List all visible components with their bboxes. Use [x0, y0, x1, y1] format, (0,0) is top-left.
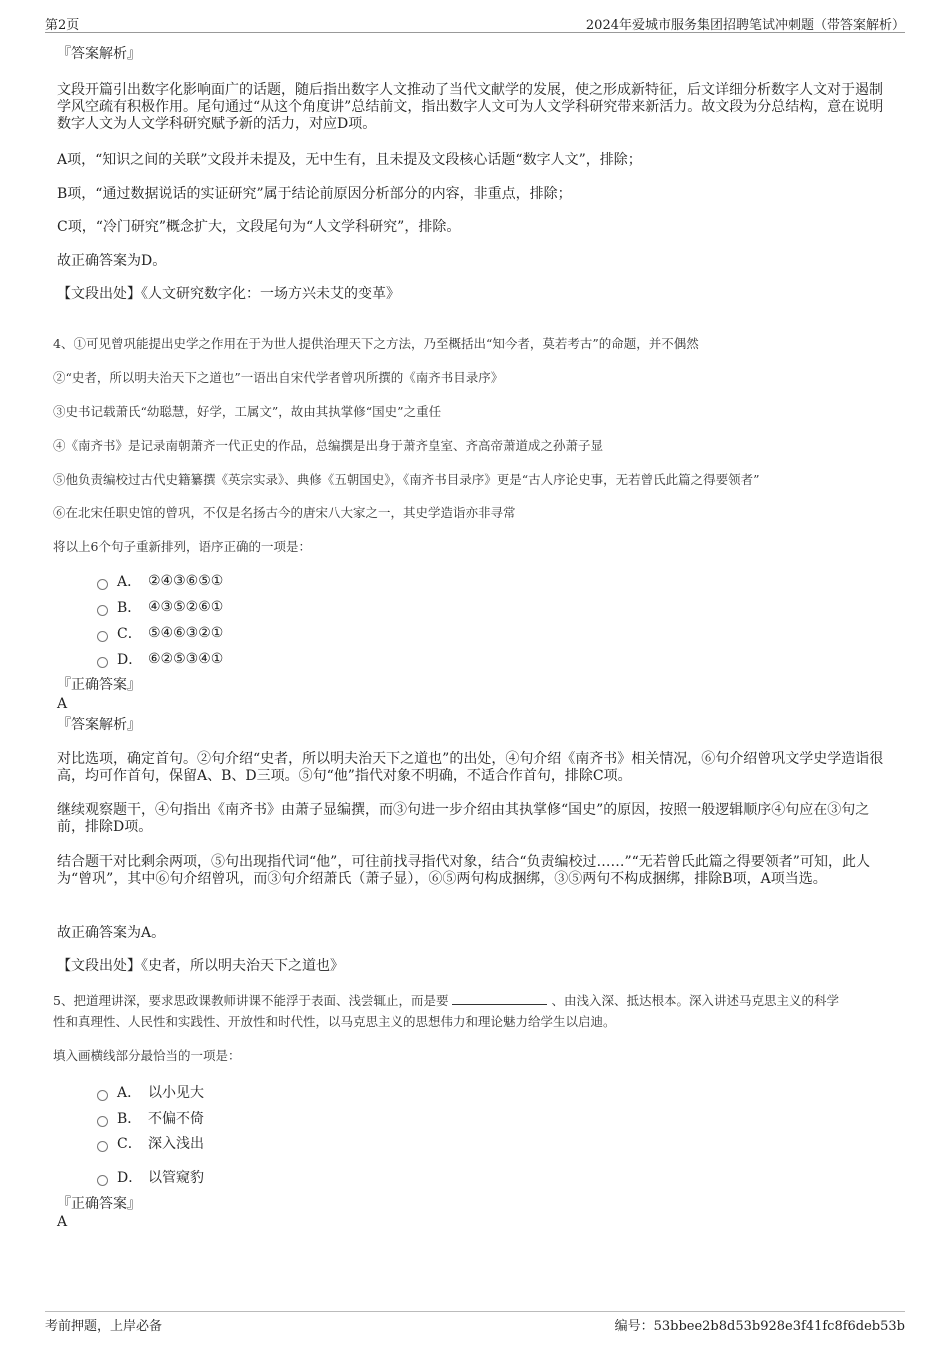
footer-slogan: 考前押题，上岸必备	[45, 1319, 163, 1334]
q4-analysis-paragraph-2: 继续观察题干，④句指出《南齐书》由萧子显编撰，而③句进一步介绍由其执掌修“国史”的原因，按照一般逻辑顺序④句应在③句之前，排除D项。	[57, 802, 870, 835]
radio-icon[interactable]	[97, 605, 108, 616]
correct-answer: A	[57, 1214, 68, 1230]
source-citation: 【文段出处】《史者，所以明夫治天下之道也》	[57, 958, 344, 974]
q5-stem-line-2: 性和真理性、人民性和实践性、开放性和时代性，以马克思主义的思想伟力和理论魅力给学生以启迪。	[53, 1014, 616, 1029]
fill-in-blank	[452, 992, 547, 1005]
analysis-label: 『答案解析』	[57, 46, 141, 62]
q4-option-a[interactable]: A． ②④③⑥⑤①	[97, 571, 223, 591]
q5-option-b[interactable]: B． 不偏不倚	[97, 1108, 204, 1128]
q4-option-c[interactable]: C． ⑤④⑥③②①	[97, 623, 223, 643]
source-citation: 【文段出处】《人文研究数字化：一场方兴未艾的变革》	[57, 286, 400, 302]
q5-option-d[interactable]: D． 以管窥豹	[97, 1167, 204, 1187]
correct-answer: A	[57, 696, 68, 712]
q5-option-a[interactable]: A． 以小见大	[97, 1082, 204, 1102]
q4-sentence-3: ③史书记载萧氏“幼聪慧，好学，工属文”，故由其执掌修“国史”之重任	[53, 404, 442, 419]
radio-icon[interactable]	[97, 1175, 108, 1186]
radio-icon[interactable]	[97, 1090, 108, 1101]
q4-option-b[interactable]: B． ④③⑤②⑥①	[97, 597, 223, 617]
radio-icon[interactable]	[97, 579, 108, 590]
answer-statement: 故正确答案为D。	[57, 253, 167, 269]
radio-icon[interactable]	[97, 657, 108, 668]
q4-sentence-1: 4、①可见曾巩能提出史学之作用在于为世人提供治理天下之方法，乃至概括出“知今者，莫若考古”的命题，并不偶然	[53, 336, 699, 351]
q4-option-d[interactable]: D． ⑥②⑤③④①	[97, 649, 223, 669]
page-number: 第2页	[45, 18, 80, 33]
document-id: 编号：53bbee2b8d53b928e3f41fc8f6deb53b	[614, 1319, 905, 1334]
q5-stem: 5、把道理讲深，要求思政课教师讲课不能浮于表面、浅尝辄止，而是要 、由浅入深、抵达根本。深入讲述马克思主义的科学	[53, 993, 839, 1008]
radio-icon[interactable]	[97, 1141, 108, 1152]
analysis-label: 『答案解析』	[57, 717, 141, 733]
radio-icon[interactable]	[97, 1116, 108, 1127]
q4-sentence-5: ⑤他负责编校过古代史籍纂撰《英宗实录》、典修《五朝国史》，《南齐书目录序》更是“古人序论史事，无若曾氏此篇之得要领者”	[53, 472, 760, 487]
q4-sentence-4: ④《南齐书》是记录南朝萧齐一代正史的作品，总编撰是出身于萧齐皇室、齐高帝萧道成之孙萧子显	[53, 438, 604, 453]
page-footer	[45, 1311, 905, 1337]
analysis-option-c: C项，“冷门研究”概念扩大，文段尾句为“人文学科研究”，排除。	[57, 219, 461, 235]
analysis-option-b: B项，“通过数据说话的实证研究”属于结论前原因分析部分的内容，非重点，排除；	[57, 186, 572, 202]
q4-sentence-2: ②“史者，所以明夫治天下之道也”一语出自宋代学者曾巩所撰的《南齐书目录序》	[53, 370, 504, 385]
q4-prompt: 将以上6个句子重新排列，语序正确的一项是：	[53, 539, 311, 554]
q5-option-c[interactable]: C． 深入浅出	[97, 1133, 204, 1153]
radio-icon[interactable]	[97, 631, 108, 642]
correct-answer-label: 『正确答案』	[57, 1196, 141, 1212]
q4-analysis-paragraph-3: 结合题干对比剩余两项，⑤句出现指代词“他”，可往前找寻指代对象，结合“负责编校过……”“无若曾氏此篇之得要领者”可知，此人为“曾巩”，其中⑥句介绍曾巩，而③句介绍萧氏（萧子显），⑥⑤两句构成捆绑，③⑤两句不构成捆绑，排除B项，A项当选。	[57, 854, 870, 887]
q4-analysis-paragraph-1: 对比选项，确定首句。②句介绍“史者，所以明夫治天下之道也”的出处，④句介绍《南齐书》相关情况，⑥句介绍曾巩文学史学造诣很高，均可作首句，保留A、B、D三项。⑤句“他”指代对象不明确，不适合作首句，排除C项。	[57, 751, 884, 784]
q4-sentence-6: ⑥在北宋任职史馆的曾巩，不仅是名扬古今的唐宋八大家之一，其史学造诣亦非寻常	[53, 505, 516, 520]
q5-prompt: 填入画横线部分最恰当的一项是：	[53, 1048, 241, 1063]
analysis-option-a: A项，“知识之间的关联”文段并未提及，无中生有，且未提及文段核心话题“数字人文”，排除；	[57, 152, 642, 168]
page-header	[45, 14, 905, 33]
analysis-paragraph: 文段开篇引出数字化影响面广的话题，随后指出数字人文推动了当代文献学的发展，使之形成新特征，后文详细分析数字人文对于遏制学风空疏有积极作用。尾句通过“从这个角度讲”总结前文，指出数字人文可为人文学科研究带来新活力。故文段为分总结构，意在说明数字人文为人文学科研究赋予新的活力，对应D项。	[57, 82, 884, 132]
answer-statement: 故正确答案为A。	[57, 925, 166, 941]
document-title: 2024年爱城市服务集团招聘笔试冲刺题（带答案解析）	[585, 18, 905, 33]
correct-answer-label: 『正确答案』	[57, 677, 141, 693]
